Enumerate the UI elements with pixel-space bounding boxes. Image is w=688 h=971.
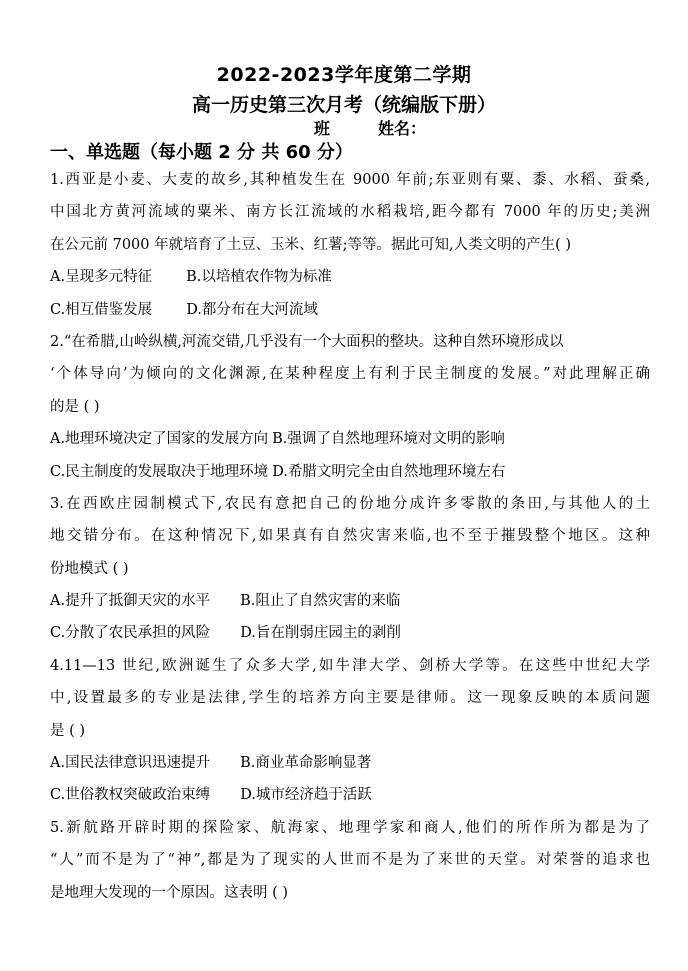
question-3 <box>50 488 650 650</box>
question-stem-line: ‘个体导向’为倾向的文化渊源,在某种程度上有利于民主制度的发展。”对此理解正确 <box>50 366 650 383</box>
option-row <box>50 779 650 811</box>
option-b: B.以培植农作物为标准 <box>186 269 332 286</box>
option-d: D.旨在削弱庄园主的剥削 <box>240 625 401 642</box>
question-stem-line: 中国北方黄河流域的粟米、南方长江流域的水稻栽培,距今都有 7000 年的历史;美洲 <box>50 204 650 221</box>
option-row <box>50 456 650 488</box>
question-5 <box>50 812 650 909</box>
option-row <box>50 294 650 326</box>
section-heading: 一、单选题（每小题 2 分 共 60 分） <box>50 142 353 163</box>
question-stem-line: 的是 ( ) <box>50 398 100 415</box>
option-d: D.都分布在大河流域 <box>186 301 318 318</box>
option-a: A.国民法律意识迅速提升 <box>50 755 211 772</box>
option-a: A.呈现多元特征 <box>50 269 153 286</box>
option-c: C.分散了农民承担的风险 <box>50 625 211 642</box>
question-stem-line: 1.西亚是小麦、大麦的故乡,其种植发生在 9000 年前;东亚则有粟、黍、水稻、蚕桑, <box>50 172 650 188</box>
exam-title-term: 2022-2023学年度第二学期 <box>216 64 472 86</box>
option-a: A.提升了抵御天灾的水平 <box>50 593 211 610</box>
class-label: 班 <box>314 119 331 138</box>
option-row <box>50 585 650 617</box>
option-row <box>50 747 650 779</box>
question-stem-line: 中,设置最多的专业是法律,学生的培养方向主要是律师。这一现象反映的本质问题 <box>50 690 650 707</box>
question-stem-line: 在公元前 7000 年就培育了土豆、玉米、红薯;等等。据此可知,人类文明的产生( ) <box>50 236 572 253</box>
question-1 <box>50 164 650 326</box>
question-stem-line: 是地理大发现的一个原因。这表明 ( ) <box>50 884 289 901</box>
question-stem-line: 2.“在希腊,山岭纵横,河流交错,几乎没有一个大面积的整块。这种自然环境形成以 <box>50 333 564 350</box>
question-list <box>50 164 650 909</box>
question-2 <box>50 326 650 488</box>
option-d: D.希腊文明完全由自然地理环境左右 <box>272 463 506 480</box>
option-c: C.民主制度的发展取决于地理环境 <box>50 463 269 480</box>
option-b: B.强调了自然地理环境对文明的影响 <box>272 431 505 448</box>
option-row <box>50 617 650 649</box>
option-b: B.阻止了自然灾害的来临 <box>240 593 401 610</box>
option-row <box>50 423 650 455</box>
option-row <box>50 261 650 293</box>
option-a: A.地理环境决定了国家的发展方向 <box>50 431 269 448</box>
question-stem-line: 3.在西欧庄园制模式下,农民有意把自己的份地分成许多零散的条田,与其他人的土 <box>50 495 650 512</box>
option-c: C.世俗教权突破政治束缚 <box>50 787 211 804</box>
question-stem-line: 4.11—13 世纪,欧洲诞生了众多大学,如牛津大学、剑桥大学等。在这些中世纪大学 <box>50 657 650 674</box>
question-4 <box>50 650 650 812</box>
option-c: C.相互借鉴发展 <box>50 301 153 318</box>
question-stem-line: 是 ( ) <box>50 722 86 739</box>
option-d: D.城市经济趋于活跃 <box>240 787 372 804</box>
name-label: 姓名： <box>378 119 427 138</box>
option-b: B.商业革命影响显著 <box>240 755 372 772</box>
question-stem-line: 地交错分布。在这种情况下,如果真有自然灾害来临,也不至于摧毁整个地区。这种 <box>50 528 650 545</box>
question-stem-line: 5.新航路开辟时期的探险家、航海家、地理学家和商人,他们的所作所为都是为了 <box>50 819 650 836</box>
question-stem-line: 份地模式 ( ) <box>50 560 129 577</box>
question-stem-line: “人”而不是为了“神”,都是为了现实的人世而不是为了来世的天堂。对荣誉的追求也 <box>50 852 650 869</box>
exam-title-subject: 高一历史第三次月考（统编版下册） <box>191 94 496 116</box>
